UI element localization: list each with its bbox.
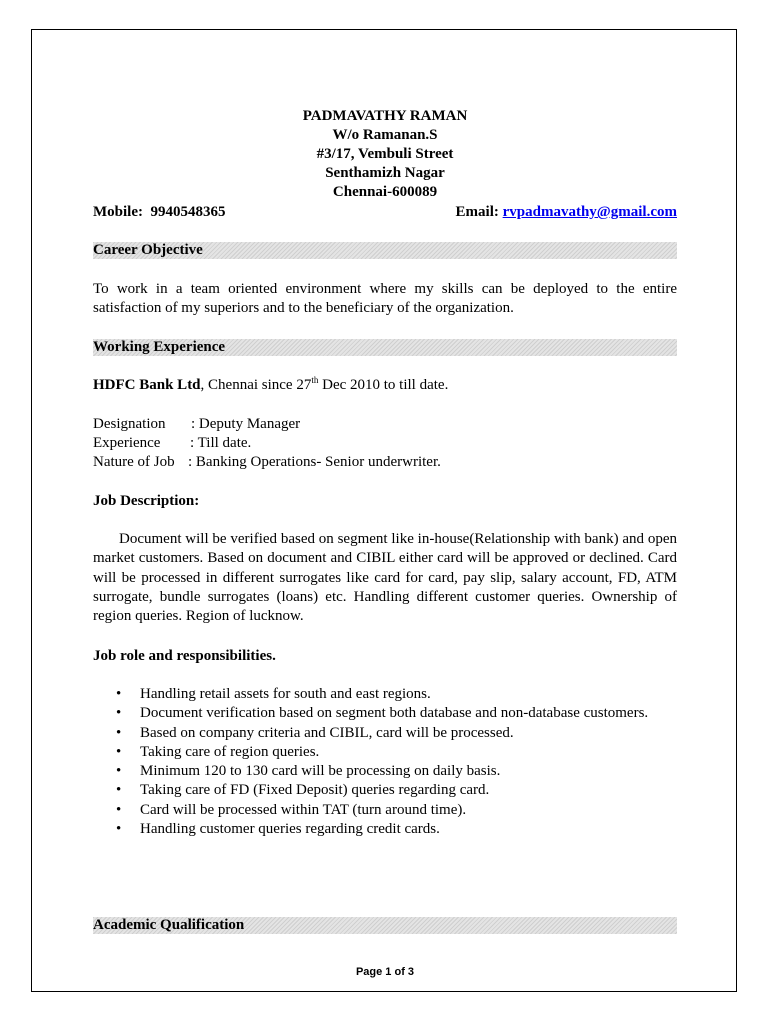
bullet-icon: •	[116, 724, 122, 741]
page-number: Page 1 of 3	[355, 966, 415, 978]
address-line-3: Chennai-600089	[332, 184, 438, 200]
bullet-icon: •	[116, 763, 122, 780]
bullet-icon: •	[116, 686, 122, 702]
nature-value: : Banking Operations- Senior underwriter.	[188, 454, 441, 470]
list-item: • Minimum 120 to 130 card will be processing on daily basis.	[93, 762, 677, 781]
email-info	[456, 203, 677, 222]
company-name: HDFC Bank Ltd	[93, 377, 201, 393]
email-link[interactable]: rvpadmavathy@gmail.com	[502, 204, 677, 220]
relation-line: W/o Ramanan.S	[332, 127, 438, 143]
list-item: • Taking care of FD (Fixed Deposit) queries regarding card.	[93, 781, 677, 800]
header-block	[93, 107, 677, 202]
experience-value: : Till date.	[190, 435, 252, 451]
list-item: • Handling customer queries regarding credit cards.	[93, 820, 677, 839]
section-working-experience: Working Experience	[93, 339, 677, 356]
job-description-heading: Job Description:	[93, 493, 200, 509]
nature-label: Nature of Job	[93, 454, 175, 470]
list-item: • Card will be processed within TAT (turn around time).	[93, 801, 677, 820]
experience-row	[93, 434, 677, 453]
nature-row	[93, 453, 677, 472]
bullet-icon: •	[116, 782, 122, 799]
bullet-icon: •	[116, 801, 122, 818]
mobile-number: 9940548365	[150, 204, 226, 220]
section-academic-qualification: Academic Qualification	[93, 917, 677, 934]
bullet-icon: •	[116, 821, 122, 838]
career-objective-text: To work in a team oriented environment where my skills can be deployed to the entire satisfaction of my superiors and to the beneficiary of the organization.	[93, 281, 677, 317]
bullet-icon: •	[116, 705, 122, 722]
designation-row	[93, 415, 677, 434]
responsibilities-list	[93, 685, 677, 839]
responsibilities-heading: Job role and responsibilities.	[93, 648, 276, 664]
job-description-text: Document will be verified based on segment like in-house(Relationship with bank) and open market customers. Based on document and CIBIL either card will be approved or declined. Card will be processed in different surrogates like card for card, pay slip, salary account, FD, ATM surrogate, bundle surrogates (loans) etc. Handling different customer queries. Ownership of region queries. Region of lucknow.	[93, 531, 677, 625]
list-item: • Document verification based on segment both database and non-database customers.	[93, 704, 677, 723]
job-details	[93, 415, 677, 472]
company-since: , Chennai since 27	[200, 377, 312, 393]
designation-label: Designation	[93, 416, 166, 432]
company-line	[93, 376, 677, 395]
company-date: Dec 2010 to till date.	[318, 377, 449, 393]
address-line-1: #3/17, Vembuli Street	[316, 146, 454, 162]
bullet-icon: •	[116, 743, 122, 760]
mobile-label: Mobile:	[93, 204, 143, 220]
list-item: • Taking care of region queries.	[93, 743, 677, 762]
mobile-info	[93, 203, 226, 222]
designation-value: : Deputy Manager	[191, 416, 301, 432]
candidate-name: PADMAVATHY RAMAN	[302, 108, 468, 124]
contact-row	[93, 203, 677, 222]
date-suffix: th	[311, 375, 319, 385]
list-item: • Handling retail assets for south and east regions.	[93, 685, 677, 704]
section-career-objective: Career Objective	[93, 242, 677, 259]
address-line-2: Senthamizh Nagar	[325, 165, 445, 181]
list-item: • Based on company criteria and CIBIL, card will be processed.	[93, 724, 677, 743]
email-label: Email:	[455, 204, 499, 220]
experience-label: Experience	[93, 435, 161, 451]
